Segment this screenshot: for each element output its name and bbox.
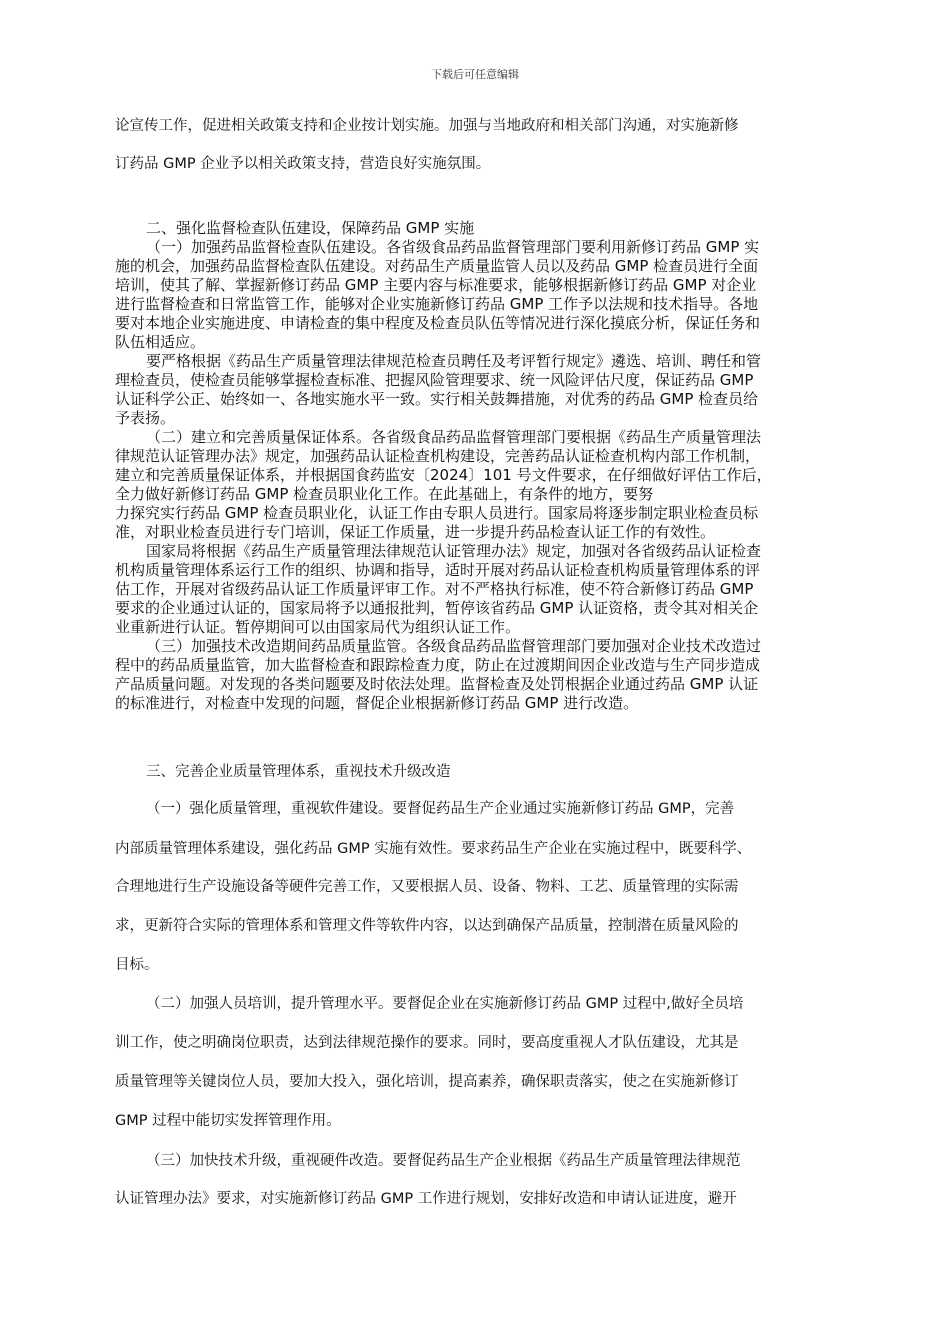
- text-line: 要求的企业通过认证的，国家局将予以通报批判，暂停该省药品 GMP 认证资格，责令其对相关企: [115, 599, 759, 617]
- text-line: （三）加强技术改造期间药品质量监管。各级食品药品监督管理部门要加强对企业技术改造过: [146, 637, 762, 655]
- text-line: 要对本地企业实施进度、申请检查的集中程度及检查员队伍等情况进行深化摸底分析，保证任务和: [115, 314, 761, 332]
- text-line: （三）加快技术升级，重视硬件改造。要督促药品生产企业根据《药品生产质量管理法律规范: [146, 1153, 741, 1169]
- text-line: 求，更新符合实际的管理体系和管理文件等软件内容，以达到确保产品质量，控制潜在质量风险的: [115, 918, 739, 934]
- text-line: 质量管理等关键岗位人员，要加大投入，强化培训，提高素养，确保职责落实，使之在实施新修订: [115, 1074, 739, 1090]
- text-line: 培训，使其了解、掌握新修订药品 GMP 主要内容与标准要求，能够根据新修订药品 GMP 对企业: [115, 276, 757, 294]
- text-line: 要严格根据《药品生产质量管理法律规范检查员聘任及考评暂行规定》遴选、培训、聘任和管: [146, 352, 762, 370]
- text-line: 论宣传工作，促进相关政策支持和企业按计划实施。加强与当地政府和相关部门沟通，对实施新修: [115, 118, 739, 134]
- text-line: 合理地进行生产设施设备等硬件完善工作，又要根据人员、设备、物料、工艺、质量管理的实际需: [115, 879, 739, 895]
- text-line: （一）强化质量管理，重视软件建设。要督促药品生产企业通过实施新修订药品 GMP，完善: [146, 801, 735, 817]
- text-line: 律规范认证管理办法》规定，加强药品认证检查机构建设，完善药品认证检查机构内部工作机制，: [115, 447, 761, 465]
- text-line: 施的机会，加强药品监督检查队伍建设。对药品生产质量监管人员以及药品 GMP 检查员进行全面: [115, 257, 759, 275]
- text-line: 认证科学公正、始终如一、各地实施水平一致。实行相关鼓舞措施，对优秀的药品 GMP 检查员给: [115, 390, 759, 408]
- text-line: 全力做好新修订药品 GMP 检查员职业化工作。在此基础上，有条件的地方，要努: [115, 485, 654, 503]
- section-heading: 三、完善企业质量管理体系，重视技术升级改造: [146, 764, 451, 780]
- text-line: 队伍相适应。: [115, 333, 206, 351]
- section-heading: 二、强化监督检查队伍建设，保障药品 GMP 实施: [146, 219, 475, 237]
- text-line: 的标准进行，对检查中发现的问题，督促企业根据新修订药品 GMP 进行改造。: [115, 694, 639, 712]
- text-line: 认证管理办法》要求，对实施新修订药品 GMP 工作进行规划，安排好改造和申请认证进度，避开: [115, 1191, 737, 1207]
- text-line: （二）加强人员培训，提升管理水平。要督促企业在实施新修订药品 GMP 过程中,做好全员培: [146, 996, 744, 1012]
- text-line: 力探究实行药品 GMP 检查员职业化，认证工作由专职人员进行。国家局将逐步制定职业检查员标: [115, 504, 759, 522]
- text-line: 内部质量管理体系建设，强化药品 GMP 实施有效性。要求药品生产企业在实施过程中，既要科学、: [115, 841, 752, 857]
- text-line: 机构质量管理体系运行工作的组织、协调和指导，适时开展对药品认证检查机构质量管理体系的评: [115, 561, 761, 579]
- text-line: 准，对职业检查员进行专门培训，保证工作质量，进一步提升药品检查认证工作的有效性。: [115, 523, 716, 541]
- text-line: 予表扬。: [115, 409, 176, 427]
- text-line: 订药品 GMP 企业予以相关政策支持，营造良好实施氛围。: [115, 156, 491, 172]
- text-line: （一）加强药品监督检查队伍建设。各省级食品药品监督管理部门要利用新修订药品 GMP 实: [146, 238, 760, 256]
- text-line: 理检查员，使检查员能够掌握检查标准、把握风险管理要求、统一风险评估尺度，保证药品 GMP: [115, 371, 754, 389]
- text-line: 估工作，开展对省级药品认证工作质量评审工作。对不严格执行标准，使不符合新修订药品 GMP: [115, 580, 754, 598]
- text-line: 产品质量问题。对发现的各类问题要及时依法处理。监督检查及处罚根据企业通过药品 GMP 认证: [115, 675, 759, 693]
- text-line: 进行监督检查和日常监管工作，能够对企业实施新修订药品 GMP 工作予以法规和技术指导。各地: [115, 295, 759, 313]
- text-line: 目标。: [115, 957, 159, 973]
- text-line: 国家局将根据《药品生产质量管理法律规范认证管理办法》规定，加强对各省级药品认证检查: [146, 542, 762, 560]
- text-line: 业重新进行认证。暂停期间可以由国家局代为组织认证工作。: [115, 618, 521, 636]
- text-line: （二）建立和完善质量保证体系。各省级食品药品监督管理部门要根据《药品生产质量管理法: [146, 428, 762, 446]
- page-header: 下载后可任意编辑: [431, 68, 519, 81]
- text-line: 程中的药品质量监管，加大监督检查和跟踪检查力度，防止在过渡期间因企业改造与生产同步造成: [115, 656, 761, 674]
- text-line: GMP 过程中能切实发挥管理作用。: [115, 1113, 341, 1129]
- text-line: 建立和完善质量保证体系，并根据国食药监安〔2024〕101 号文件要求，在仔细做好评估工作后，: [115, 466, 772, 484]
- text-line: 训工作，使之明确岗位职责，达到法律规范操作的要求。同时，要高度重视人才队伍建设，尤其是: [115, 1035, 739, 1051]
